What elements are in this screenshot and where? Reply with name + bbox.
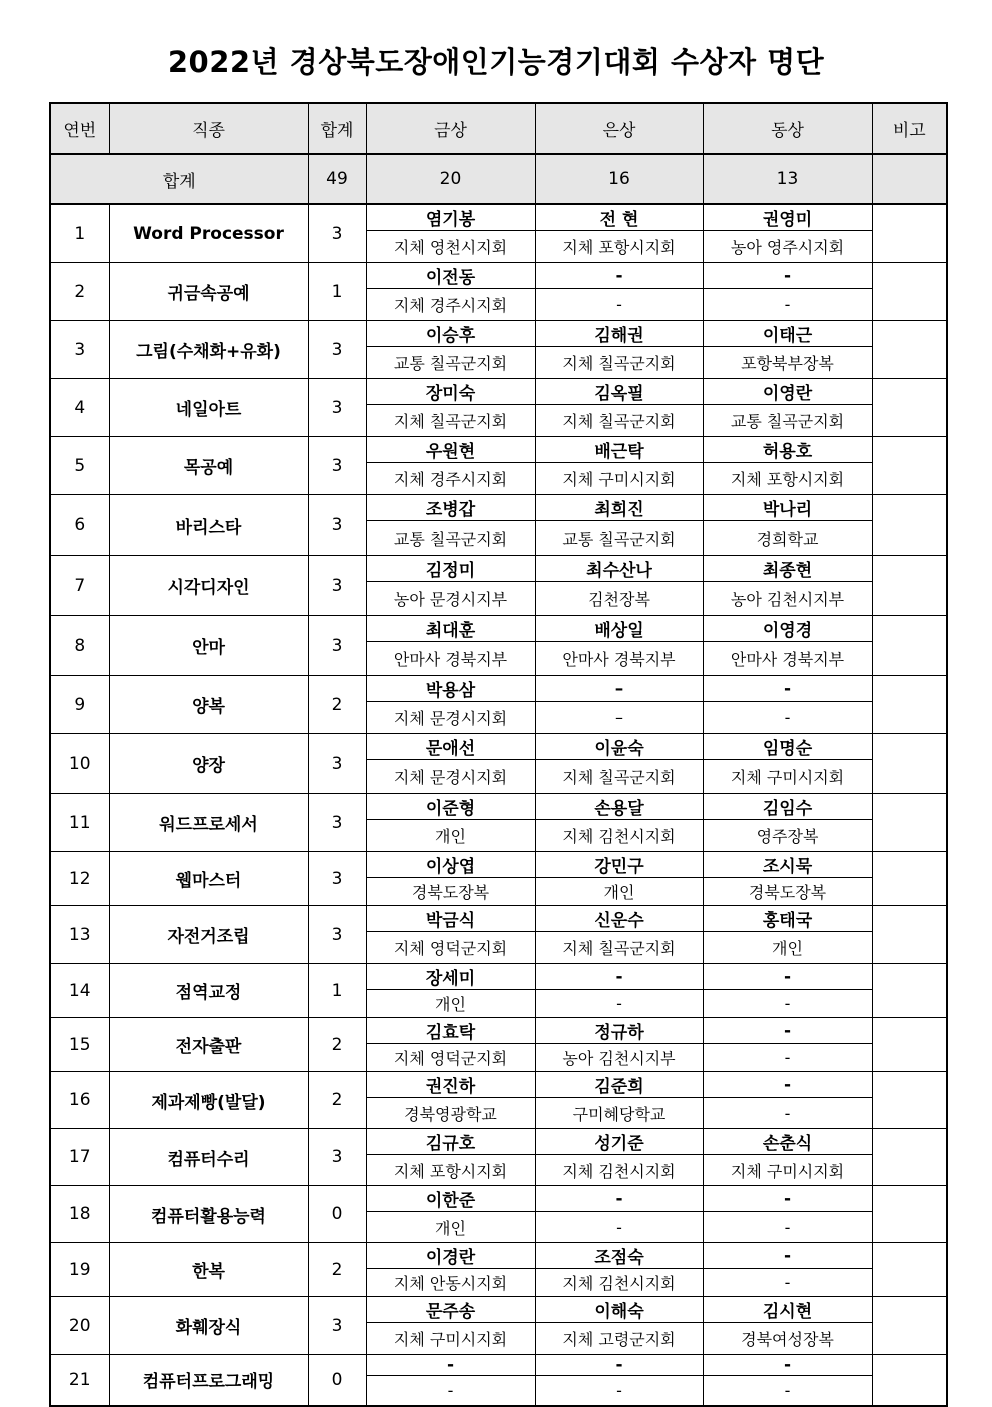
gold-winner-name: 문주송 [366, 1297, 535, 1323]
bronze-winner-name: 임명순 [703, 734, 872, 760]
awards-table [49, 102, 948, 1407]
row-total: 3 [308, 734, 366, 794]
gold-winner-org: 교통 칠곡군지회 [366, 347, 535, 379]
gold-winner-name: 장세미 [366, 964, 535, 990]
gold-winner-name: 이승후 [366, 321, 535, 347]
row-no: 3 [50, 321, 109, 379]
table-row [50, 321, 947, 347]
silver-winner-org: 김천장복 [535, 582, 703, 616]
gold-winner-name: 박용삼 [366, 676, 535, 702]
row-no: 17 [50, 1129, 109, 1186]
silver-winner-org: 지체 칠곡군지회 [535, 405, 703, 437]
page-title: 2022년 경상북도장애인기능경기대회 수상자 명단 [167, 45, 825, 79]
table-row [50, 379, 947, 405]
bronze-winner-org: 개인 [703, 932, 872, 964]
bronze-winner-org: - [703, 289, 872, 321]
row-no: 4 [50, 379, 109, 437]
silver-winner-org: - [535, 990, 703, 1018]
bronze-winner-org: 농아 김천시지부 [703, 582, 872, 616]
gold-winner-org: 농아 문경시지부 [366, 582, 535, 616]
gold-winner-org: 개인 [366, 1212, 535, 1243]
bronze-winner-org: 경북도장복 [703, 878, 872, 906]
header-row [50, 103, 947, 154]
silver-winner-org: 지체 칠곡군지회 [535, 932, 703, 964]
row-total: 3 [308, 616, 366, 676]
table-row [50, 1129, 947, 1155]
row-total: 0 [308, 1186, 366, 1243]
gold-winner-name: 이경란 [366, 1243, 535, 1269]
row-total: 3 [308, 906, 366, 964]
row-total: 3 [308, 495, 366, 556]
gold-winner-name: 이전동 [366, 263, 535, 289]
bronze-winner-org: - [703, 1212, 872, 1243]
row-job: 컴퓨터수리 [109, 1129, 308, 1186]
table-row [50, 1018, 947, 1044]
gold-winner-org: 지체 경주시지회 [366, 463, 535, 495]
row-job: 한복 [109, 1243, 308, 1297]
bronze-winner-name: 김시현 [703, 1297, 872, 1323]
header-job: 직종 [109, 103, 308, 154]
table-row [50, 1355, 947, 1376]
summary-total: 49 [308, 154, 366, 204]
bronze-winner-name: - [703, 1072, 872, 1098]
bronze-winner-org: 경희학교 [703, 521, 872, 556]
row-note [872, 734, 947, 794]
row-no: 18 [50, 1186, 109, 1243]
silver-winner-org: 지체 구미시지회 [535, 463, 703, 495]
silver-winner-org: – [535, 702, 703, 734]
summary-silver: 16 [535, 154, 703, 204]
gold-winner-name: 김효탁 [366, 1018, 535, 1044]
silver-winner-org: 구미혜당학교 [535, 1098, 703, 1129]
row-no: 11 [50, 794, 109, 852]
row-job: 화훼장식 [109, 1297, 308, 1355]
row-total: 2 [308, 1072, 366, 1129]
table-row [50, 1243, 947, 1269]
gold-winner-org: 지체 문경시지회 [366, 702, 535, 734]
table-row [50, 1186, 947, 1212]
row-no: 9 [50, 676, 109, 734]
gold-winner-name: 이한준 [366, 1186, 535, 1212]
bronze-winner-name: 허용호 [703, 437, 872, 463]
row-note [872, 1297, 947, 1355]
silver-winner-name: 이윤숙 [535, 734, 703, 760]
bronze-winner-org: - [703, 990, 872, 1018]
bronze-winner-org: 지체 포항시지회 [703, 463, 872, 495]
table-row [50, 495, 947, 521]
table-row [50, 676, 947, 702]
row-total: 3 [308, 379, 366, 437]
gold-winner-org: 지체 영천시지회 [366, 231, 535, 263]
row-no: 7 [50, 556, 109, 616]
gold-winner-name: - [366, 1355, 535, 1376]
bronze-winner-org: - [703, 1098, 872, 1129]
silver-winner-org: - [535, 1212, 703, 1243]
row-no: 20 [50, 1297, 109, 1355]
silver-winner-name: 배근탁 [535, 437, 703, 463]
silver-winner-org: 지체 김천시지회 [535, 1155, 703, 1186]
silver-winner-org: 지체 김천시지회 [535, 820, 703, 852]
row-note [872, 794, 947, 852]
row-note [872, 616, 947, 676]
bronze-winner-name: - [703, 1243, 872, 1269]
row-no: 6 [50, 495, 109, 556]
gold-winner-org: 경북영광학교 [366, 1098, 535, 1129]
row-total: 0 [308, 1355, 366, 1406]
row-total: 3 [308, 1129, 366, 1186]
row-no: 5 [50, 437, 109, 495]
silver-winner-name: 정규하 [535, 1018, 703, 1044]
silver-winner-name: 김준희 [535, 1072, 703, 1098]
silver-winner-name: – [535, 676, 703, 702]
row-note [872, 1018, 947, 1072]
row-note [872, 379, 947, 437]
silver-winner-name: 조점숙 [535, 1243, 703, 1269]
table-row [50, 734, 947, 760]
silver-winner-org: 안마사 경북지부 [535, 642, 703, 676]
bronze-winner-name: 이영경 [703, 616, 872, 642]
row-note [872, 1129, 947, 1186]
summary-bronze: 13 [703, 154, 872, 204]
gold-winner-org: 경북도장복 [366, 878, 535, 906]
row-note [872, 852, 947, 906]
gold-winner-name: 문애선 [366, 734, 535, 760]
row-job: 네일아트 [109, 379, 308, 437]
row-total: 3 [308, 794, 366, 852]
silver-winner-org: 지체 칠곡군지회 [535, 347, 703, 379]
bronze-winner-name: 김임수 [703, 794, 872, 820]
row-job: Word Processor [109, 204, 308, 263]
bronze-winner-org: 지체 구미시지회 [703, 760, 872, 794]
summary-label: 합계 [50, 154, 308, 204]
table-row [50, 204, 947, 231]
silver-winner-name: - [535, 1186, 703, 1212]
row-total: 1 [308, 263, 366, 321]
gold-winner-name: 이준형 [366, 794, 535, 820]
header-note: 비고 [872, 103, 947, 154]
row-note [872, 263, 947, 321]
silver-winner-name: 최수산나 [535, 556, 703, 582]
gold-winner-org: 지체 포항시지회 [366, 1155, 535, 1186]
gold-winner-org: 교통 칠곡군지회 [366, 521, 535, 556]
table-row [50, 1072, 947, 1098]
row-no: 2 [50, 263, 109, 321]
gold-winner-org: - [366, 1376, 535, 1406]
row-total: 3 [308, 437, 366, 495]
row-job: 양장 [109, 734, 308, 794]
row-job: 바리스타 [109, 495, 308, 556]
bronze-winner-org: - [703, 702, 872, 734]
row-note [872, 1072, 947, 1129]
bronze-winner-name: 조시묵 [703, 852, 872, 878]
gold-winner-name: 우원현 [366, 437, 535, 463]
row-no: 1 [50, 204, 109, 263]
silver-winner-org: 지체 칠곡군지회 [535, 760, 703, 794]
bronze-winner-org: 포항북부장복 [703, 347, 872, 379]
gold-winner-name: 염기봉 [366, 204, 535, 231]
row-job: 컴퓨터프로그래밍 [109, 1355, 308, 1406]
table-row [50, 437, 947, 463]
silver-winner-name: 신운수 [535, 906, 703, 932]
table-row [50, 794, 947, 820]
row-note [872, 204, 947, 263]
table-row [50, 852, 947, 878]
gold-winner-name: 최대훈 [366, 616, 535, 642]
row-total: 2 [308, 1018, 366, 1072]
row-note [872, 321, 947, 379]
summary-row [50, 154, 947, 204]
silver-winner-name: 김해권 [535, 321, 703, 347]
summary-gold: 20 [366, 154, 535, 204]
bronze-winner-org: 농아 영주시지회 [703, 231, 872, 263]
gold-winner-org: 지체 칠곡군지회 [366, 405, 535, 437]
gold-winner-org: 개인 [366, 820, 535, 852]
header-silver: 은상 [535, 103, 703, 154]
gold-winner-name: 장미숙 [366, 379, 535, 405]
silver-winner-org: 농아 김천시지부 [535, 1044, 703, 1072]
bronze-winner-org: - [703, 1044, 872, 1072]
bronze-winner-name: 홍태국 [703, 906, 872, 932]
gold-winner-org: 지체 안동시지회 [366, 1269, 535, 1297]
silver-winner-name: 배상일 [535, 616, 703, 642]
bronze-winner-org: 교통 칠곡군지회 [703, 405, 872, 437]
table-row [50, 616, 947, 642]
row-job: 웹마스터 [109, 852, 308, 906]
gold-winner-org: 안마사 경북지부 [366, 642, 535, 676]
header-no: 연번 [50, 103, 109, 154]
table-row [50, 1297, 947, 1323]
gold-winner-org: 지체 영덕군지회 [366, 932, 535, 964]
row-job: 점역교정 [109, 964, 308, 1018]
row-note [872, 676, 947, 734]
bronze-winner-name: - [703, 263, 872, 289]
silver-winner-name: 최희진 [535, 495, 703, 521]
row-note [872, 1186, 947, 1243]
row-no: 21 [50, 1355, 109, 1406]
row-note [872, 906, 947, 964]
silver-winner-name: 이해숙 [535, 1297, 703, 1323]
bronze-winner-org: 지체 구미시지회 [703, 1155, 872, 1186]
row-total: 2 [308, 1243, 366, 1297]
bronze-winner-name: 이영란 [703, 379, 872, 405]
row-job: 목공예 [109, 437, 308, 495]
row-no: 13 [50, 906, 109, 964]
silver-winner-org: 지체 고령군지회 [535, 1323, 703, 1355]
table-row [50, 263, 947, 289]
header-gold: 금상 [366, 103, 535, 154]
bronze-winner-org: - [703, 1269, 872, 1297]
gold-winner-org: 지체 구미시지회 [366, 1323, 535, 1355]
row-job: 컴퓨터활용능력 [109, 1186, 308, 1243]
gold-winner-name: 김규호 [366, 1129, 535, 1155]
silver-winner-name: 김옥필 [535, 379, 703, 405]
row-job: 전자출판 [109, 1018, 308, 1072]
silver-winner-org: - [535, 289, 703, 321]
bronze-winner-org: - [703, 1376, 872, 1406]
bronze-winner-org: 영주장복 [703, 820, 872, 852]
row-no: 14 [50, 964, 109, 1018]
bronze-winner-name: - [703, 964, 872, 990]
row-no: 12 [50, 852, 109, 906]
bronze-winner-name: - [703, 1355, 872, 1376]
gold-winner-name: 박금식 [366, 906, 535, 932]
silver-winner-name: - [535, 263, 703, 289]
silver-winner-name: 성기준 [535, 1129, 703, 1155]
row-total: 1 [308, 964, 366, 1018]
silver-winner-org: 교통 칠곡군지회 [535, 521, 703, 556]
row-total: 3 [308, 556, 366, 616]
row-no: 8 [50, 616, 109, 676]
row-note [872, 964, 947, 1018]
row-no: 10 [50, 734, 109, 794]
silver-winner-name: 전 현 [535, 204, 703, 231]
summary-note [872, 154, 947, 204]
row-job: 제과제빵(발달) [109, 1072, 308, 1129]
row-no: 16 [50, 1072, 109, 1129]
silver-winner-name: - [535, 964, 703, 990]
header-bronze: 동상 [703, 103, 872, 154]
bronze-winner-name: 박나리 [703, 495, 872, 521]
gold-winner-name: 김정미 [366, 556, 535, 582]
row-note [872, 1243, 947, 1297]
row-job: 시각디자인 [109, 556, 308, 616]
row-total: 2 [308, 676, 366, 734]
bronze-winner-name: - [703, 676, 872, 702]
row-no: 15 [50, 1018, 109, 1072]
bronze-winner-name: - [703, 1186, 872, 1212]
bronze-winner-org: 안마사 경북지부 [703, 642, 872, 676]
table-row [50, 964, 947, 990]
row-total: 3 [308, 204, 366, 263]
row-note [872, 556, 947, 616]
gold-winner-org: 지체 경주시지회 [366, 289, 535, 321]
gold-winner-name: 조병갑 [366, 495, 535, 521]
row-job: 귀금속공예 [109, 263, 308, 321]
gold-winner-org: 지체 영덕군지회 [366, 1044, 535, 1072]
bronze-winner-name: 최종현 [703, 556, 872, 582]
silver-winner-org: - [535, 1376, 703, 1406]
row-total: 3 [308, 321, 366, 379]
bronze-winner-name: 권영미 [703, 204, 872, 231]
silver-winner-name: 강민구 [535, 852, 703, 878]
silver-winner-name: 손용달 [535, 794, 703, 820]
silver-winner-org: 개인 [535, 878, 703, 906]
row-note [872, 437, 947, 495]
silver-winner-name: - [535, 1355, 703, 1376]
row-job: 자전거조립 [109, 906, 308, 964]
row-note [872, 495, 947, 556]
silver-winner-org: 지체 김천시지회 [535, 1269, 703, 1297]
row-job: 그림(수채화+유화) [109, 321, 308, 379]
row-total: 3 [308, 852, 366, 906]
row-job: 양복 [109, 676, 308, 734]
row-no: 19 [50, 1243, 109, 1297]
bronze-winner-name: - [703, 1018, 872, 1044]
gold-winner-org: 개인 [366, 990, 535, 1018]
bronze-winner-name: 손춘식 [703, 1129, 872, 1155]
header-total: 합계 [308, 103, 366, 154]
row-job: 워드프로세서 [109, 794, 308, 852]
gold-winner-name: 권진하 [366, 1072, 535, 1098]
silver-winner-org: 지체 포항시지회 [535, 231, 703, 263]
table-row [50, 556, 947, 582]
table-row [50, 906, 947, 932]
row-total: 3 [308, 1297, 366, 1355]
bronze-winner-org: 경북여성장복 [703, 1323, 872, 1355]
row-job: 안마 [109, 616, 308, 676]
gold-winner-name: 이상엽 [366, 852, 535, 878]
bronze-winner-name: 이태근 [703, 321, 872, 347]
row-note [872, 1355, 947, 1406]
gold-winner-org: 지체 문경시지회 [366, 760, 535, 794]
